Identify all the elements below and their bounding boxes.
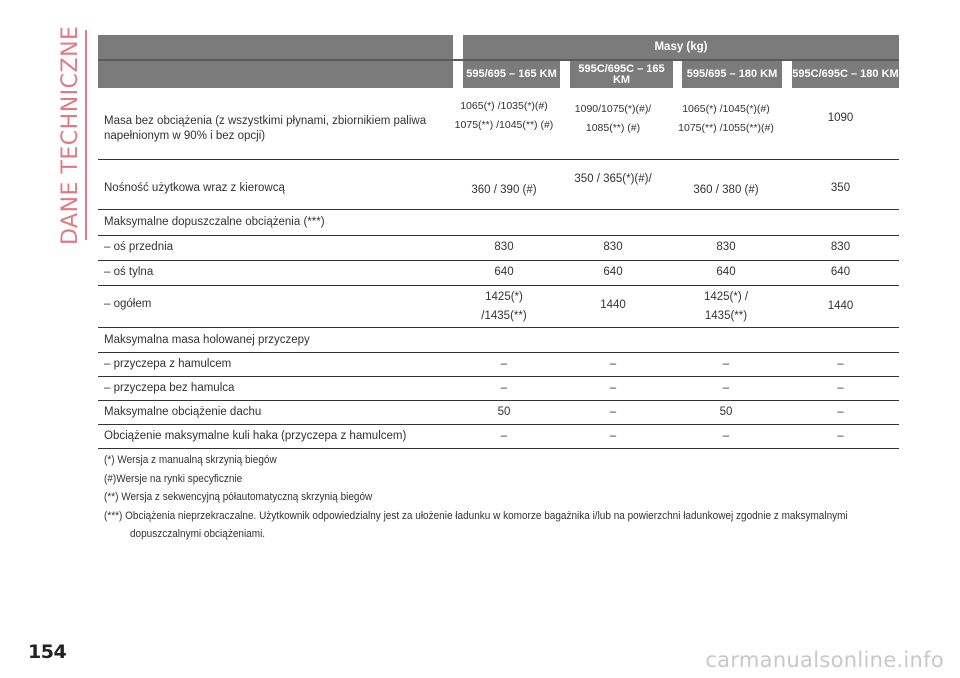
table-row [98,209,899,236]
table-cell: – [609,406,617,418]
cell-line: 1085(**) (#) [585,122,641,134]
column-header: 595C/695C – 165 KM [570,61,673,88]
table-cell: 830 [603,241,623,253]
table-cell [671,288,781,326]
table-cell: 640 [603,266,623,278]
section-divider [85,30,87,240]
table-cell: 360 / 380 (#) [693,184,759,196]
cell-line: 1065(*) /1035(*)(#) [460,100,548,112]
table-row [98,159,899,210]
table-cell: 50 [719,406,733,418]
table-cell: 360 / 390 (#) [471,184,537,196]
table-cell [788,111,893,126]
table-cell: – [837,406,844,418]
table-row [98,400,899,425]
table-cell: – [609,358,617,370]
table-cell: 1440 [600,299,626,311]
table-cell: 50 [497,406,511,418]
row-label: Nośność użytkowa wraz z kierowcą [104,182,285,194]
table-row [98,352,899,377]
table-cell: – [837,358,844,370]
table-row [98,376,899,401]
row-label: – ogółem [104,298,152,310]
table-cell: – [609,430,617,442]
table-cell: 1440 [827,300,854,312]
table-cell: 640 [716,266,736,278]
footnote: (***) Obciążenia nieprzekraczalne. Użytkownik odpowiedzialny jest za ułożenie ładunku w komorze bagażnika i/lub na powierzchni ładunkowej zgodnie z maksymalnymi dopuszczalnymi obciążeniami. [104,509,848,540]
group-header: Masy (kg) [463,35,899,59]
footnotes [104,452,894,542]
row-label: Maksymalne obciążenie dachu [104,406,262,418]
row-label: Masa bez obciążenia (z wszystkimi płynami, zbiornikiem paliwa napełnionym w 90% i bez opcji) [104,115,427,142]
table-cell: – [837,430,844,442]
table-cell: – [500,382,508,394]
table-cell: 830 [716,241,736,253]
table-cell: – [609,382,617,394]
row-label: – przyczepa z hamulcem [104,358,232,370]
header-blank-top [98,35,453,59]
cell-line: 1090 [827,112,854,124]
table-cell: – [500,430,508,442]
table-cell: 830 [494,241,514,253]
cell-line: 1435(**) [704,310,748,322]
row-label: Maksymalna masa holowanej przyczepy [104,334,310,346]
table-row [98,285,899,328]
cell-line: 1425(*) [485,291,523,303]
cell-line: 1090/1075(*)(#)/ [574,103,652,115]
table-cell [671,100,781,138]
table-row [98,235,899,261]
table-cell: – [500,358,508,370]
footnote: (**) Wersja z sekwencyjną półautomatyczną skrzynią biegów [104,491,373,504]
table-row [98,260,899,286]
column-header: 595C/695C – 180 KM [792,61,899,88]
row-label: Obciążenie maksymalne kuli haka (przyczepa z hamulcem) [104,430,407,442]
page-number: 154 [28,641,67,663]
row-label: – oś przednia [104,241,174,253]
table-cell [563,100,663,138]
table-cell: 640 [830,266,851,278]
table-cell: – [722,430,730,442]
table-cell: 350 [830,182,851,194]
table-row [98,88,899,160]
section-title: DANE TECHNICZNE [58,25,83,245]
row-label: Maksymalne dopuszczalne obciążenia (***) [104,216,325,228]
row-label: – oś tylna [104,266,154,278]
table-cell [454,288,554,326]
footnote: (#)Wersje na rynki specyficznie [104,472,243,486]
column-header: 595/695 – 180 KM [682,61,782,88]
table-cell: – [837,382,844,394]
watermark: carmanualsonline.info [705,648,944,672]
table-cell: 640 [494,266,514,278]
cell-line: 1075(**) /1045(**) (#) [454,119,554,131]
row-label: – przyczepa bez hamulca [104,382,235,394]
table-cell: 350 / 365(*)(#)/ [574,173,652,185]
table-cell [454,97,554,135]
footnote: (*) Wersja z manualną skrzynią biegów [104,454,277,467]
table-row [98,424,899,449]
table-cell: – [722,358,730,370]
table-row [98,327,899,353]
table-cell: 830 [830,241,851,253]
header-blank-bottom [98,61,453,88]
cell-line: 1425(*) / [703,291,749,303]
table-cell: – [722,382,730,394]
cell-line: /1435(**) [481,310,527,322]
cell-line: 1075(**) /1055(**)(#) [678,122,774,134]
cell-line: 1065(*) /1045(*)(#) [682,103,770,115]
column-header: 595/695 – 165 KM [463,61,560,88]
